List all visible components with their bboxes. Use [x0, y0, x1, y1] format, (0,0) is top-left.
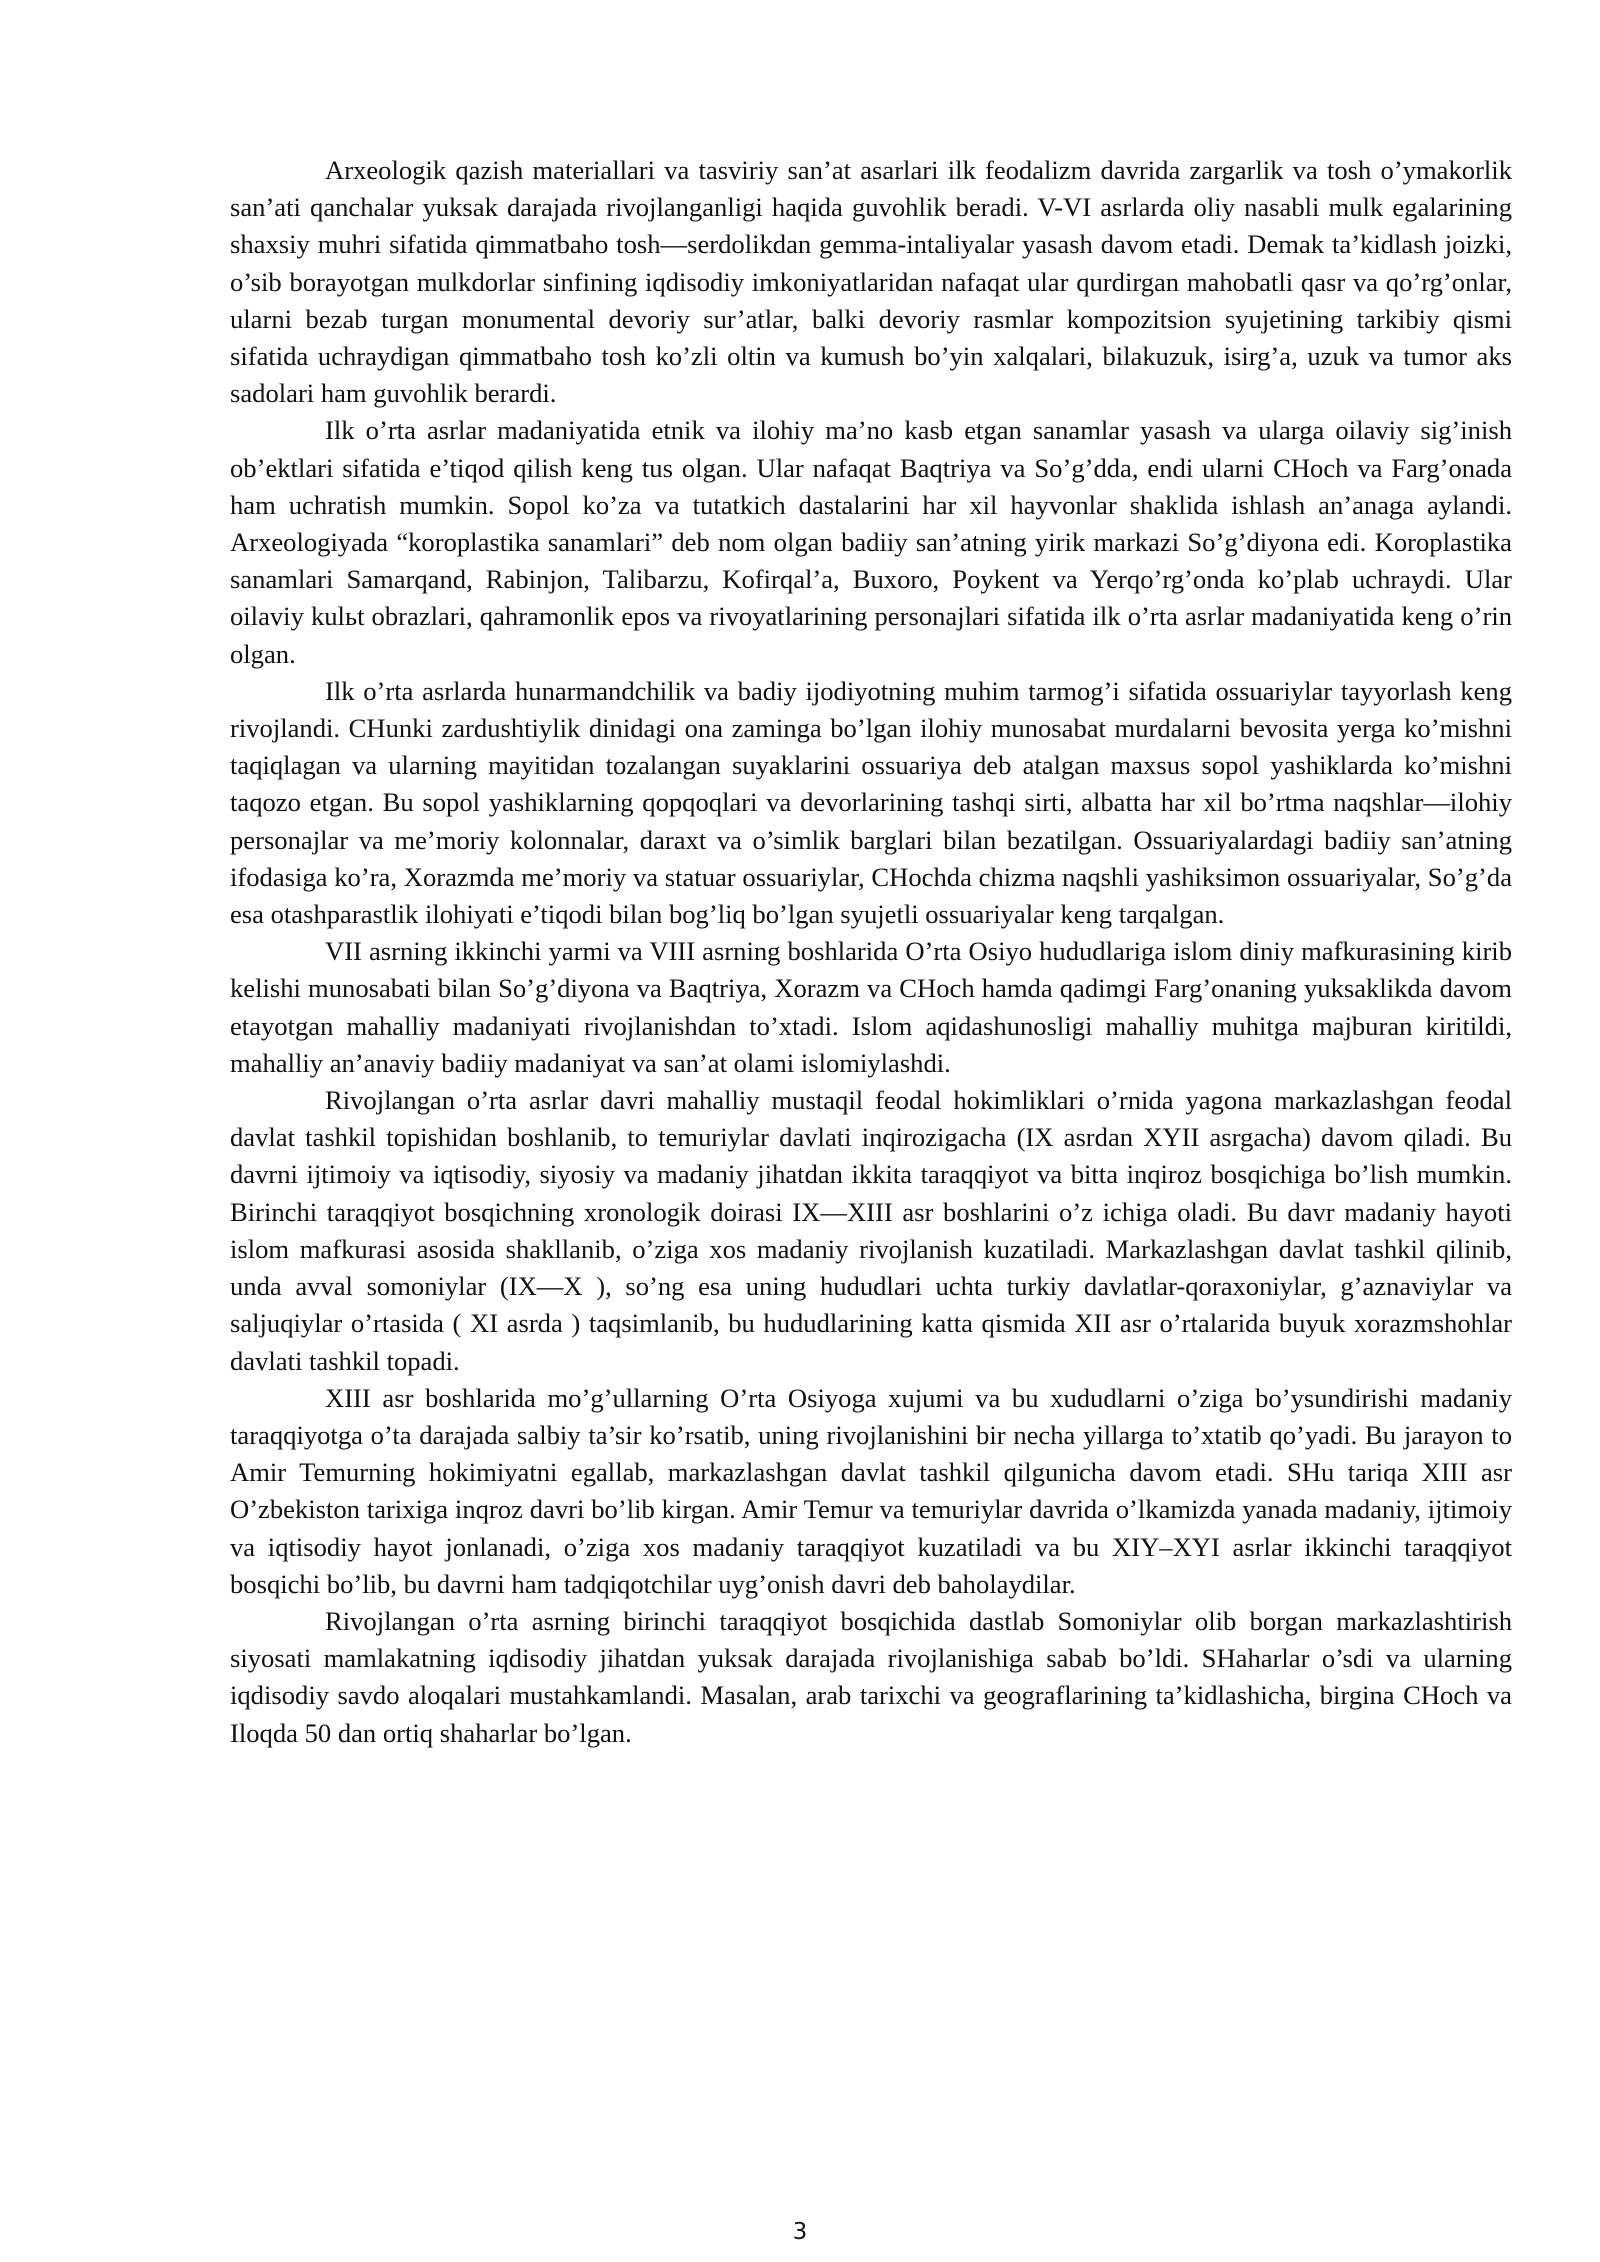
document-page: [230, 152, 1512, 1752]
paragraph-developed-middle-ages: Rivojlangan o’rta asrlar davri mahalliy mustaqil feodal hokimliklari o’rnida yagona markazlashgan feodal davlat tashkil topishidan boshlanib, to temuriylar davlati inqirozigacha (IX asrdan XYII asrgacha) davom qiladi. Bu davrni ijtimoiy va iqtisodiy, siyosiy va madaniy jihatdan ikkita taraqqiyot va bitta inqiroz bosqichiga bo’lish mumkin. Birinchi taraqqiyot bosqichning xronologik doirasi IX—XIII asr boshlarini o’z ichiga oladi. Bu davr madaniy hayoti islom mafkurasi asosida shakllanib, o’ziga xos madaniy rivojlanish kuzatiladi. Markazlashgan davlat tashkil qilinib, unda avval somoniylar (IX—X ), so’ng esa uning hududlari uchta turkiy davlatlar-qoraxoniylar, g’aznaviylar va saljuqiylar o’rtasida ( XI asrda ) taqsimlanib, bu hududlarining katta qismida XII asr o’rtalarida buyuk xorazmshohlar davlati tashkil topadi.: [230, 1085, 1512, 1376]
paragraph-islam-arrival: VII asrning ikkinchi yarmi va VIII asrning boshlarida O’rta Osiyo hududlariga islom diniy mafkurasining kirib kelishi munosabati bilan So’g’diyona va Baqtriya, Xorazm va CHoch hamda qadimgi Farg’onaning yuksaklikda davom etayotgan mahalliy madaniyati rivojlanishdan to’xtadi. Islom aqidashunosligi mahalliy muhitga majburan kiritildi, mahalliy an’anaviy badiiy madaniyat va san’at olami islomiylashdi.: [230, 936, 1512, 1078]
paragraph-jewelry-stone-carving: Arxeologik qazish materiallari va tasviriy san’at asarlari ilk feodalizm davrida zargarlik va tosh o’ymakorlik san’ati qanchalar yuksak darajada rivojlanganligi haqida guvohlik beradi. V-VI asrlarda oliy nasabli mulk egalarining shaxsiy muhri sifatida qimmatbaho tosh—serdolikdan gemma-intaliyalar yasash davom etadi. Demak ta’kidlash joizki, o’sib borayotgan mulkdorlar sinfining iqdisodiy imkoniyatlaridan nafaqat ular qurdirgan mahobatli qasr va qo’rg’onlar, ularni bezab turgan monumental devoriy sur’atlar, balki devoriy rasmlar kompozitsion syujetining tarkibiy qismi sifatida uchraydigan qimmatbaho tosh ko’zli oltin va kumush bo’yin xalqalari, bilakuzuk, isirg’a, uzuk va tumor aks sadolari ham guvohlik berardi.: [230, 155, 1512, 409]
page-number: 3: [792, 2219, 808, 2245]
paragraph-ossuaries: Ilk o’rta asrlarda hunarmandchilik va badiy ijodiyotning muhim tarmog’i sifatida ossuariylar tayyorlash keng rivojlandi. CHunki zardushtiylik dinidagi ona zaminga bo’lgan ilohiy munosabat murdalarni bevosita yerga ko’mishni taqiqlagan va ularning mayitidan tozalangan suyaklarini ossuariya deb atalgan maxsus sopol yashiklarda ko’mishni taqozo etgan. Bu sopol yashiklarning qopqoqlari va devorlarining tashqi sirti, albatta har xil bo’rtma naqshlar—ilohiy personajlar va me’moriy kolonnalar, daraxt va o’simlik barglari bilan bezatilgan. Ossuariyalardagi badiiy san’atning ifodasiga ko’ra, Xorazmda me’moriy va statuar ossuariylar, CHochda chizma naqshli yashiksimon ossuariyalar, So’g’da esa otashparastlik ilohiyati e’tiqodi bilan bog’liq bo’lgan syujetli ossuariyalar keng tarqalgan.: [230, 675, 1512, 930]
paragraph-samanid-centralization: Rivojlangan o’rta asrning birinchi taraqqiyot bosqichida dastlab Somoniylar olib borgan markazlashtirish siyosati mamlakatning iqdisodiy jihatdan yuksak darajada rivojlanishiga sabab bo’ldi. SHaharlar o’sdi va ularning iqdisodiy savdo aloqalari mustahkamlandi. Masalan, arab tarixchi va geograflarining ta’kidlashicha, birgina CHoch va Iloqda 50 dan ortiq shaharlar bo’lgan.: [230, 1605, 1512, 1748]
paragraph-koroplastika-idols: Ilk o’rta asrlar madaniyatida etnik va ilohiy ma’no kasb etgan sanamlar yasash va ularga oilaviy sig’inish ob’ektlari sifatida e’tiqod qilish keng tus olgan. Ular nafaqat Baqtriya va So’g’dda, endi ularni CHoch va Farg’onada ham uchratish mumkin. Sopol ko’za va tutatkich dastalarini har xil hayvonlar shaklida ishlash an’anaga aylandi. Arxeologiyada “koroplastika sanamlari” deb nom olgan badiiy san’atning yirik markazi So’g’diyona edi. Koroplastika sanamlari Samarqand, Rabinjon, Talibarzu, Kofirqal’a, Buxoro, Poykent va Yerqo’rg’onda ko’plab uchraydi. Ular oilaviy kulьt obrazlari, qahramonlik epos va rivoyatlarining personajlari sifatida ilk o’rta asrlar madaniyatida keng o’rin olgan.: [230, 415, 1512, 669]
paragraph-mongol-invasion: XIII asr boshlarida mo’g’ullarning O’rta Osiyoga xujumi va bu xududlarni o’ziga bo’ysundirishi madaniy taraqqiyotga o’ta darajada salbiy ta’sir ko’rsatib, uning rivojlanishini bir necha yillarga to’xtatib qo’yadi. Bu jarayon to Amir Temurning hokimiyatni egallab, markazlashgan davlat tashkil qilgunicha davom etadi. SHu tariqa XIII asr O’zbekiston tarixiga inqroz davri bo’lib kirgan. Amir Temur va temuriylar davrida o’lkamizda yanada madaniy, ijtimoiy va iqtisodiy hayot jonlanadi, o’ziga xos madaniy taraqqiyot kuzatiladi va bu XIY–XYI asrlar ikkinchi taraqqiyot bosqichi bo’lib, bu davrni ham tadqiqotchilar uyg’onish davri deb baholaydilar.: [230, 1382, 1512, 1599]
